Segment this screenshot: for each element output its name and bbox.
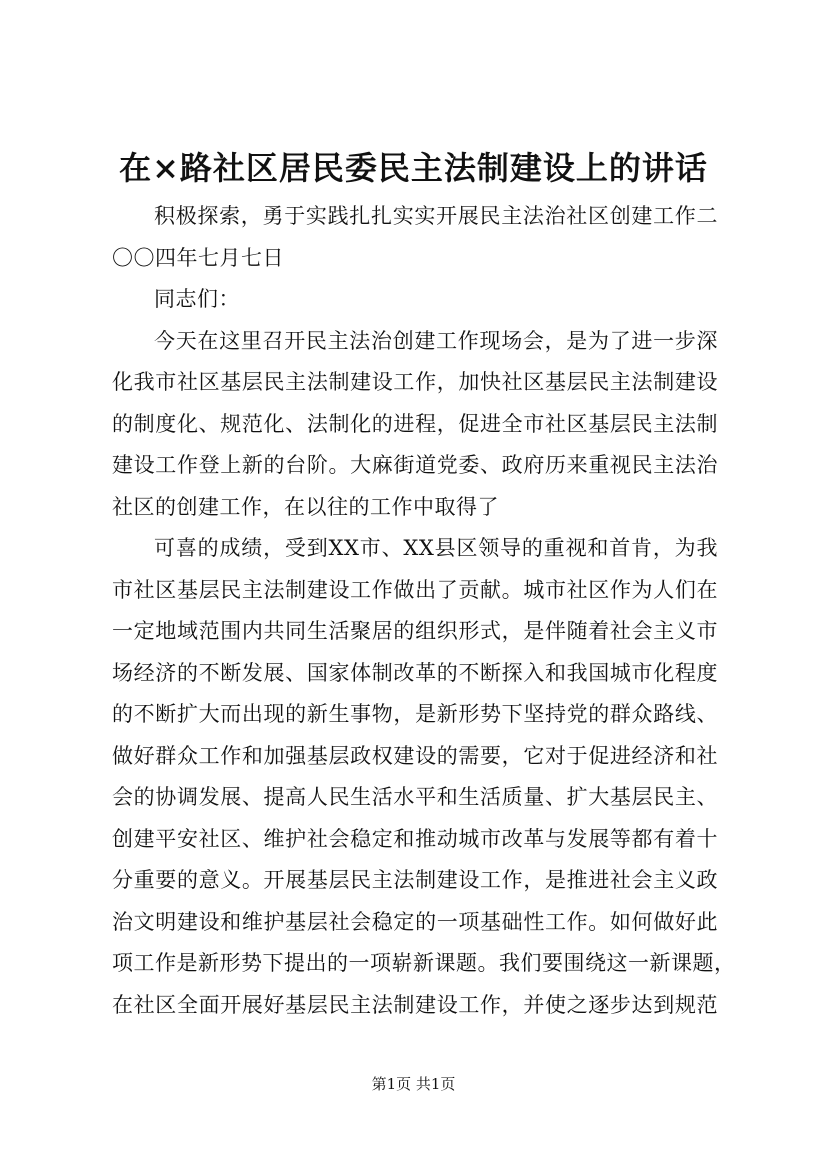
body-line: 做好群众工作和加强基层政权建设的需要，它对于促进经济和社 [112,743,718,768]
body-line: 一定地域范围内共同生活聚居的组织形式，是伴随着社会主义市 [112,619,718,643]
body-line: 项工作是新形势下提出的一项崭新课题。我们要围绕这一新课题， [112,951,736,975]
body-line: 可喜的成绩，受到XX市、XX县区领导的重视和首肯，为我 [154,536,718,560]
body-line: 今天在这里召开民主法治创建工作现场会，是为了进一步深 [154,328,718,353]
body-line: 化我市社区基层民主法制建设工作，加快社区基层民主法制建设 [112,370,718,394]
body-line: 的制度化、规范化、法制化的进程，促进全市社区基层民主法制 [112,411,718,436]
body-line: 治文明建设和维护基层社会稳定的一项基础性工作。如何做好此 [112,909,718,934]
body-line: 〇〇四年七月七日 [112,245,284,270]
body-line: 建设工作登上新的台阶。大麻街道党委、政府历来重视民主法治 [112,453,718,477]
body-line: 会的协调发展、提高人民生活水平和生活质量、扩大基层民主、 [112,785,718,809]
body-line: 积极探索，勇于实践扎扎实实开展民主法治社区创建工作二 [154,204,718,228]
body-line: 在社区全面开展好基层民主法制建设工作，并使之逐步达到规范 [112,992,718,1017]
body-line: 场经济的不断发展、国家体制改革的不断探入和我国城市化程度 [112,660,718,685]
body-line: 的不断扩大而出现的新生事物，是新形势下坚持党的群众路线、 [112,702,718,726]
body-line: 社区的创建工作，在以往的工作中取得了 [112,494,499,519]
body-line: 同志们： [154,287,240,311]
page-footer: 第1页 共1页 [371,1075,456,1093]
body-line: 市社区基层民主法制建设工作做出了贡献。城市社区作为人们在 [112,577,718,602]
body-line: 分重要的意义。开展基层民主法制建设工作，是推进社会主义政 [112,868,718,892]
document-body [112,196,736,1026]
body-line: 创建平安社区、维护社会稳定和推动城市改革与发展等都有着十 [112,826,718,851]
document-title: 在×路社区居民委民主法制建设上的讲话 [119,149,708,187]
